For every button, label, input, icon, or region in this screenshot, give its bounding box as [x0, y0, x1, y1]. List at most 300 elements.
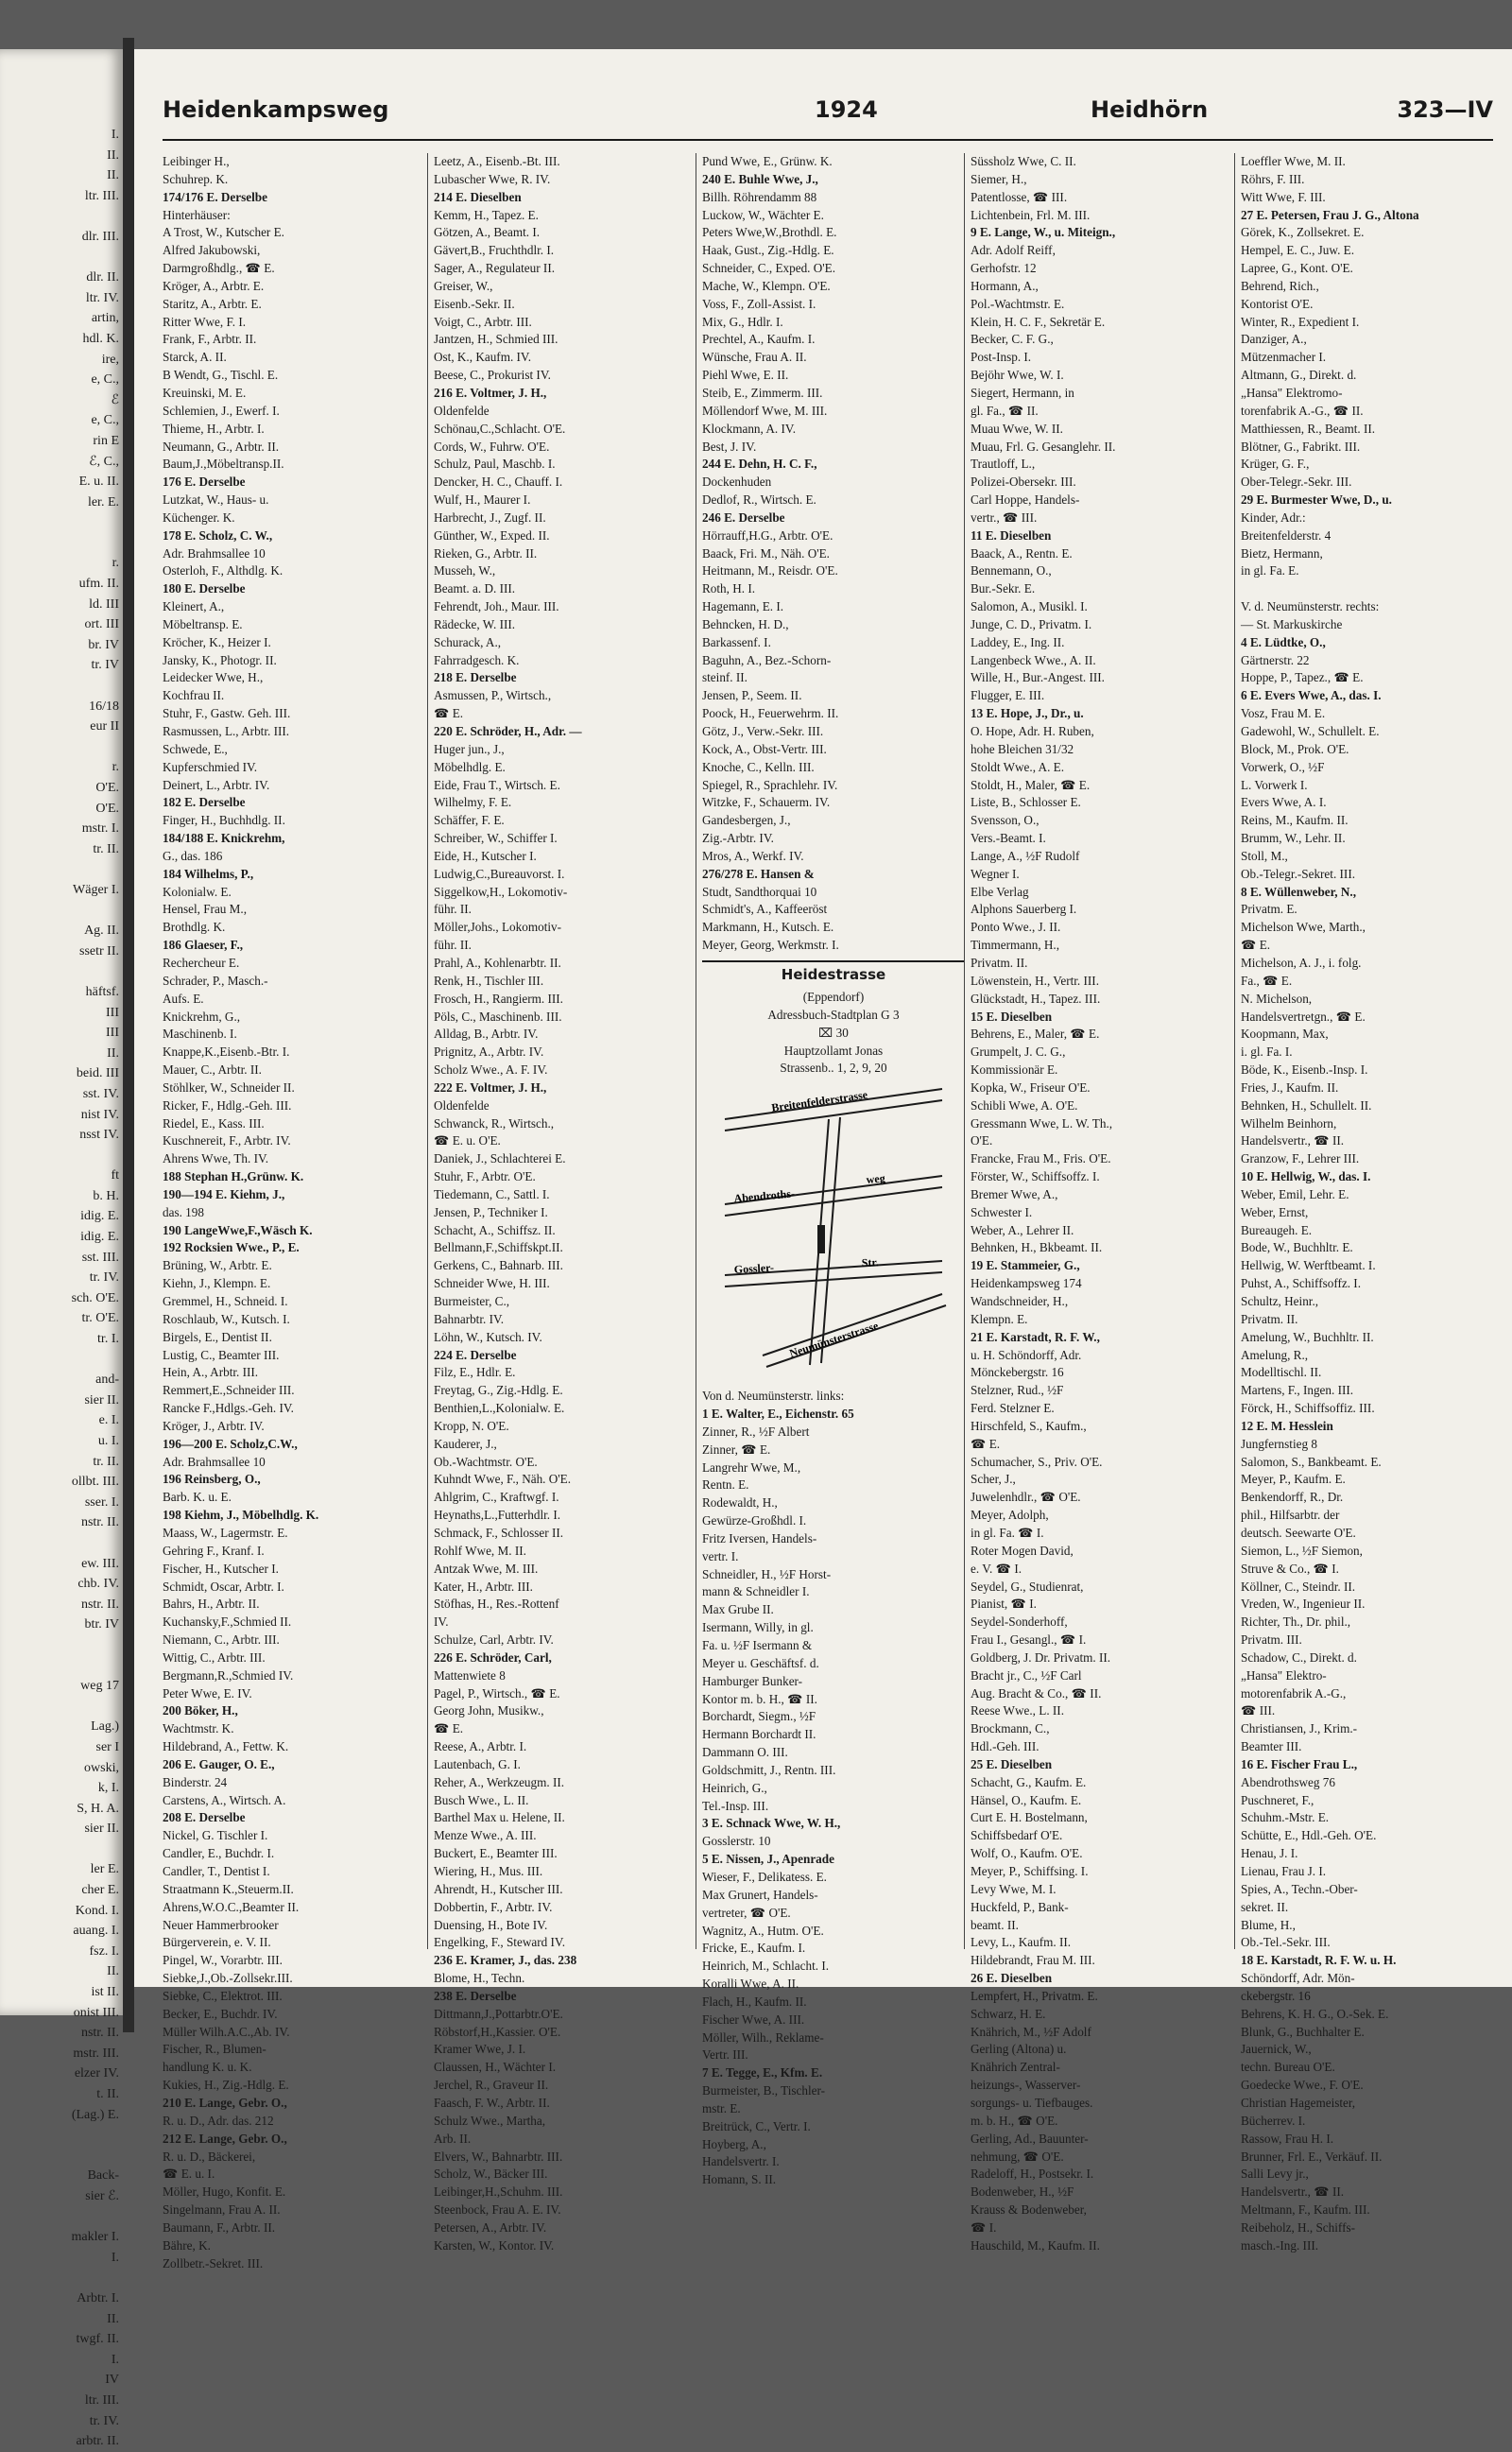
- directory-line: 29 E. Burmester Wwe, D., u.: [1241, 492, 1392, 508]
- left-fragment-line: sier ℰ.: [85, 2188, 119, 2203]
- left-fragment-line: II.: [107, 168, 119, 183]
- directory-line: Gehring F., Kranf. I.: [163, 1543, 265, 1558]
- directory-line: motorenfabrik A.-G.,: [1241, 1685, 1347, 1701]
- directory-line: Privatm. III.: [1241, 1632, 1302, 1648]
- directory-line: Prechtel, A., Kaufm. I.: [702, 332, 816, 347]
- left-fragment-line: II.: [107, 2311, 119, 2326]
- directory-line: Kopka, W., Friseur O'E.: [971, 1079, 1091, 1095]
- directory-line: Schulz Wwe., Martha,: [434, 2113, 546, 2128]
- directory-line: Adr. Brahmsallee 10: [163, 545, 266, 561]
- directory-line: Möllendorf Wwe, M. III.: [702, 403, 828, 418]
- directory-line: Frau I., Gesangl., ☎ I.: [971, 1632, 1087, 1648]
- directory-line: Hauptzollamt Jonas: [783, 1043, 884, 1058]
- directory-line: L. Vorwerk I.: [1241, 777, 1308, 792]
- directory-line: Pagel, P., Wirtsch., ☎ E.: [434, 1685, 560, 1701]
- directory-line: Max Grube II.: [702, 1602, 774, 1617]
- directory-line: A Trost, W., Kutscher E.: [163, 225, 284, 240]
- street-label: weg: [866, 1171, 886, 1187]
- directory-line: Siggelkow,H., Lokomotiv-: [434, 884, 568, 899]
- directory-line: Fischer, R., Blumen-: [163, 2042, 266, 2057]
- directory-line: 200 Böker, H.,: [163, 1703, 238, 1718]
- directory-line: Kontorist O'E.: [1241, 296, 1314, 311]
- directory-line: Bergmann,R.,Schmied IV.: [163, 1667, 294, 1683]
- directory-line: 212 E. Lange, Gebr. O.,: [163, 2131, 287, 2146]
- directory-line: Hauschild, M., Kaufm. II.: [971, 2237, 1100, 2253]
- left-fragment-line: makler I.: [71, 2230, 119, 2245]
- directory-line: 190 LangeWwe,F.,Wäsch K.: [163, 1222, 313, 1237]
- directory-line: Wolf, O., Kaufm. O'E.: [971, 1846, 1083, 1861]
- directory-line: Schneider, C., Exped. O'E.: [702, 261, 836, 276]
- directory-line: Meltmann, F., Kaufm. III.: [1241, 2202, 1370, 2218]
- directory-line: Kochfrau II.: [163, 688, 225, 703]
- directory-line: Mache, W., Klempn. O'E.: [702, 278, 831, 293]
- left-fragment-line: ist II.: [91, 1985, 119, 2000]
- directory-line: Liste, B., Schlosser E.: [971, 795, 1081, 810]
- directory-line: Henau, J. I.: [1241, 1846, 1298, 1861]
- directory-line: Schuhm.-Mstr. E.: [1241, 1810, 1330, 1825]
- directory-line: Bracht jr., C., ½F Carl: [971, 1667, 1082, 1683]
- directory-line: Schneidler, H., ½F Horst-: [702, 1566, 832, 1581]
- left-fragment-line: [6, 1350, 119, 1371]
- left-fragment-line: sst. IV.: [82, 1086, 119, 1101]
- directory-line: Steib, E., Zimmerm. III.: [702, 385, 823, 400]
- directory-line: beamt. II.: [971, 1917, 1019, 1932]
- directory-line: Gerling (Altona) u.: [971, 2042, 1067, 2057]
- left-fragment-line: tr. IV.: [89, 2413, 119, 2428]
- directory-line: Pianist, ☎ I.: [971, 1597, 1037, 1612]
- left-fragment-line: sch. O'E.: [71, 1290, 119, 1305]
- directory-line: Barthel Max u. Helene, II.: [434, 1810, 565, 1825]
- directory-line: Dammann O. III.: [702, 1745, 788, 1760]
- directory-line: Kukies, H., Zig.-Hdlg. E.: [163, 2078, 289, 2093]
- directory-line: Schmidt, Oscar, Arbtr. I.: [163, 1579, 284, 1594]
- directory-line: Levy, L., Kaufm. II.: [971, 1935, 1072, 1950]
- directory-line: Steenbock, Frau A. E. IV.: [434, 2202, 561, 2218]
- directory-line: Lubascher Wwe, R. IV.: [434, 171, 551, 186]
- directory-line: Schwarz, H. E.: [971, 2006, 1046, 2021]
- directory-line: Baack, Fri. M., Näh. O'E.: [702, 545, 830, 561]
- directory-page: [134, 49, 1512, 2271]
- directory-line: Kock, A., Obst-Vertr. III.: [702, 741, 827, 756]
- directory-line: Billh. Röhrendamm 88: [702, 189, 817, 204]
- directory-line: Schuhrep. K.: [163, 171, 229, 186]
- directory-line: Witt Wwe, F. III.: [1241, 189, 1326, 204]
- directory-line: i. gl. Fa. I.: [1241, 1045, 1293, 1060]
- directory-line: heizungs-, Wasserver-: [971, 2078, 1081, 2093]
- directory-line: Christiansen, J., Krim.-: [1241, 1721, 1358, 1736]
- directory-line: Peters Wwe,W.,Brothdl. E.: [702, 225, 837, 240]
- directory-line: 224 E. Derselbe: [434, 1347, 517, 1362]
- directory-line: Gressmann Wwe, L. W. Th.,: [971, 1115, 1113, 1131]
- directory-line: Gremmel, H., Schneid. I.: [163, 1294, 288, 1308]
- directory-line: Karsten, W., Kontor. IV.: [434, 2237, 555, 2253]
- section-rule: [702, 960, 965, 962]
- column-3: [696, 153, 965, 2187]
- directory-line: Busch Wwe., L. II.: [434, 1792, 529, 1807]
- directory-line: Matthiessen, R., Beamt. II.: [1241, 421, 1376, 436]
- left-fragment-line: [6, 859, 119, 880]
- left-fragment-line: ufm. II.: [78, 577, 119, 592]
- directory-line: Kreuinski, M. E.: [163, 385, 247, 400]
- left-page-fragment: [0, 49, 123, 2449]
- directory-line: 180 E. Derselbe: [163, 581, 246, 596]
- directory-line: Scher, J.,: [971, 1472, 1016, 1487]
- directory-line: 7 E. Tegge, E., Kfm. E.: [702, 2065, 823, 2081]
- directory-line: Knährich, M., ½F Adolf: [971, 2024, 1091, 2039]
- directory-line: Lienau, Frau J. I.: [1241, 1864, 1327, 1878]
- directory-line: Röbstorf,H.,Kassier. O'E.: [434, 2024, 561, 2039]
- directory-line: Leetz, A., Eisenb.-Bt. III.: [434, 154, 560, 168]
- directory-line: Nickel, G. Tischler I.: [163, 1828, 268, 1843]
- directory-line: mann & Schneidler I.: [702, 1584, 810, 1599]
- street-map: [702, 1081, 965, 1384]
- directory-line: 210 E. Lange, Gebr. O.,: [163, 2095, 287, 2110]
- directory-line: Bur.-Sekr. E.: [971, 581, 1036, 596]
- directory-line: Brüning, W., Arbtr. E.: [163, 1258, 272, 1273]
- directory-line: Rädecke, W. III.: [434, 616, 516, 631]
- directory-line: Becker, C. F. G.,: [971, 332, 1054, 347]
- directory-line: Salomon, S., Bankbeamt. E.: [1241, 1454, 1382, 1469]
- left-fragment-line: O'E.: [95, 801, 119, 816]
- directory-line: Barb. K. u. E.: [163, 1490, 232, 1505]
- street-map-svg: [702, 1081, 965, 1384]
- directory-line: Loeffler Wwe, M. II.: [1241, 154, 1346, 168]
- directory-line: Gerkens, C., Bahnarb. III.: [434, 1258, 563, 1273]
- left-fragment-line: r.: [112, 556, 119, 571]
- directory-line: Reibeholz, H., Schiffs-: [1241, 2219, 1355, 2235]
- directory-line: Ponto Wwe., J. II.: [971, 920, 1061, 935]
- directory-line: Kontor m. b. H., ☎ II.: [702, 1691, 817, 1706]
- directory-line: Candler, E., Buchdr. I.: [163, 1846, 275, 1861]
- directory-line: Ahlgrim, C., Kraftwgf. I.: [434, 1490, 559, 1505]
- directory-line: ☎ E. u. O'E.: [434, 1133, 501, 1148]
- directory-line: Petersen, A., Arbtr. IV.: [434, 2219, 547, 2235]
- left-fragment-line: sst. III.: [81, 1250, 119, 1265]
- directory-line: Hinterhäuser:: [163, 207, 231, 222]
- directory-line: Prahl, A., Kohlenarbtr. II.: [434, 955, 561, 970]
- directory-line: Wilhelm Beinhorn,: [1241, 1115, 1337, 1131]
- directory-line: steinf. II.: [702, 670, 747, 685]
- directory-line: Singelmann, Frau A. II.: [163, 2202, 281, 2218]
- directory-line: Kinder, Adr.:: [1241, 509, 1306, 525]
- directory-line: Zinner, R., ½F Albert: [702, 1424, 810, 1439]
- directory-line: Heidestrasse: [781, 965, 886, 983]
- directory-line: Best, J. IV.: [702, 439, 757, 454]
- directory-line: Staritz, A., Arbtr. E.: [163, 296, 262, 311]
- directory-line: Adr. Brahmsallee 10: [163, 1454, 266, 1469]
- directory-line: 8 E. Wüllenweber, N.,: [1241, 884, 1356, 899]
- directory-line: Becker, E., Buchdr. IV.: [163, 2006, 278, 2021]
- left-fragment-line: sier II.: [84, 1392, 119, 1407]
- directory-line: Frosch, H., Rangierm. III.: [434, 991, 563, 1006]
- directory-line: Puschneret, F.,: [1241, 1792, 1314, 1807]
- directory-line: Schultz, Heinr.,: [1241, 1294, 1319, 1308]
- directory-line: Alphons Sauerberg I.: [971, 902, 1077, 917]
- header-street-right: Heidhörn: [1091, 96, 1209, 123]
- directory-line: G., das. 186: [163, 848, 223, 863]
- directory-line: Fricke, E., Kaufm. I.: [702, 1941, 806, 1956]
- directory-line: Handelsvertr., ☎ II.: [1241, 2184, 1345, 2200]
- directory-line: Laddey, E., Ing. II.: [971, 634, 1065, 649]
- directory-line: Adressbuch-Stadtplan G 3: [767, 1007, 900, 1022]
- directory-line: Eide, Frau T., Wirtsch. E.: [434, 777, 560, 792]
- directory-line: 1 E. Walter, E., Eichenstr. 65: [702, 1407, 854, 1422]
- directory-line: Darmgroßhdlg., ☎ E.: [163, 261, 275, 276]
- directory-line: IV.: [434, 1615, 449, 1630]
- directory-line: Von d. Neumünsterstr. links:: [702, 1389, 845, 1404]
- directory-line: Niemann, C., Arbtr. III.: [163, 1632, 280, 1648]
- directory-line: Huckfeld, P., Bank-: [971, 1899, 1069, 1914]
- directory-line: Schulz, Paul, Maschb. I.: [434, 457, 556, 472]
- directory-line: Mauer, C., Arbtr. II.: [163, 1062, 262, 1078]
- left-fragment-line: [6, 2146, 119, 2167]
- directory-line: O'E.: [971, 1133, 993, 1148]
- directory-line: phil., Hilfsarbtr. der: [1241, 1508, 1340, 1523]
- directory-line: Fa. u. ½F Isermann &: [702, 1638, 813, 1652]
- directory-line: Neuer Hammerbrooker: [163, 1917, 279, 1932]
- directory-line: Maschinenb. I.: [163, 1027, 237, 1042]
- directory-line: Breitrück, C., Vertr. I.: [702, 2118, 811, 2133]
- left-fragment-line: [6, 961, 119, 982]
- directory-line: V. d. Neumünsterstr. rechts:: [1241, 599, 1380, 614]
- left-fragment-line: idig. E.: [80, 1230, 119, 1245]
- directory-line: 15 E. Dieselben: [971, 1009, 1053, 1024]
- header-page-number: 323—IV: [1397, 96, 1493, 123]
- directory-line: Luckow, W., Wächter E.: [702, 207, 824, 222]
- directory-line: O. Hope, Adr. H. Ruben,: [971, 724, 1094, 738]
- directory-line: Burmeister, C.,: [434, 1294, 510, 1308]
- directory-line: 244 E. Dehn, H. C. F.,: [702, 457, 817, 472]
- street-label: Breitenfelderstrasse: [770, 1088, 868, 1115]
- directory-line: Weber, Emil, Lehr. E.: [1241, 1186, 1349, 1201]
- directory-line: 5 E. Nissen, J., Apenrade: [702, 1852, 834, 1867]
- directory-line: Wagnitz, A., Hutm. O'E.: [702, 1923, 824, 1938]
- left-fragment-line: ire,: [101, 352, 119, 367]
- directory-line: Vorwerk, O., ½F: [1241, 759, 1325, 774]
- directory-line: e. V. ☎ I.: [971, 1561, 1022, 1576]
- directory-line: Birgels, E., Dentist II.: [163, 1329, 272, 1344]
- directory-line: deutsch. Seewarte O'E.: [1241, 1525, 1356, 1540]
- left-fragment-line: e, C.,: [91, 413, 119, 428]
- directory-line: Gosslerstr. 10: [702, 1834, 771, 1849]
- directory-line: Carl Hoppe, Handels-: [971, 492, 1080, 508]
- directory-line: Alldag, B., Arbtr. IV.: [434, 1027, 539, 1042]
- left-fragment-line: chb. IV.: [77, 1577, 119, 1592]
- directory-line: Rodewaldt, H.,: [702, 1495, 778, 1511]
- column-1: [163, 153, 422, 2271]
- header-year: 1924: [815, 96, 878, 123]
- directory-line: Timmermann, H.,: [971, 938, 1060, 953]
- left-fragment-line: nstr. II.: [80, 1515, 119, 1530]
- directory-line: Hensel, Frau M.,: [163, 902, 248, 917]
- left-fragment-line: III: [106, 1005, 119, 1020]
- directory-line: Martens, F., Ingen. III.: [1241, 1383, 1354, 1398]
- directory-line: Blume, H.,: [1241, 1917, 1296, 1932]
- directory-line: Kolonialw. E.: [163, 884, 232, 899]
- directory-line: 246 E. Derselbe: [702, 509, 785, 525]
- directory-line: 178 E. Scholz, C. W.,: [163, 527, 273, 543]
- directory-line: Bodenweber, H., ½F: [971, 2184, 1074, 2200]
- directory-line: Hänsel, O., Kaufm. E.: [971, 1792, 1082, 1807]
- left-fragment-line: [6, 901, 119, 922]
- directory-line: Juwelenhdlr., ☎ O'E.: [971, 1490, 1081, 1505]
- directory-line: ☎ I.: [971, 2219, 997, 2235]
- left-fragment-line: artin,: [91, 311, 119, 326]
- directory-line: 18 E. Karstadt, R. F. W. u. H.: [1241, 1953, 1397, 1968]
- directory-line: Reher, A., Werkzeugm. II.: [434, 1774, 565, 1789]
- directory-line: 174/176 E. Derselbe: [163, 189, 267, 204]
- directory-line: Jensen, P., Seem. II.: [702, 688, 802, 703]
- directory-line: Seydel, G., Studienrat,: [971, 1579, 1084, 1594]
- directory-line: Mönckebergstr. 16: [971, 1365, 1064, 1380]
- directory-line: Hildebrand, A., Fettw. K.: [163, 1739, 289, 1754]
- directory-line: Kramer Wwe, J. I.: [434, 2042, 526, 2057]
- directory-line: Koralli Wwe, A. II.: [702, 1977, 799, 1992]
- directory-line: 27 E. Petersen, Frau J. G., Altona: [1241, 207, 1419, 222]
- directory-line: Kuhndt Wwe, F., Näh. O'E.: [434, 1472, 572, 1487]
- directory-line: Stöhlker, W., Schneider II.: [163, 1079, 295, 1095]
- left-fragment-line: nstr. II.: [80, 1597, 119, 1612]
- street-label: Neumünsterstrasse: [787, 1319, 881, 1361]
- left-fragment-line: ft: [111, 1168, 119, 1183]
- left-fragment-line: ler E.: [90, 1862, 119, 1877]
- directory-line: hohe Bleichen 31/32: [971, 741, 1074, 756]
- directory-line: Piehl Wwe, E. II.: [702, 368, 789, 383]
- directory-line: Stoldt, H., Maler, ☎ E.: [971, 777, 1091, 792]
- directory-line: Götz, J., Verw.-Sekr. III.: [702, 724, 824, 738]
- directory-line: 16 E. Fischer Frau L.,: [1241, 1756, 1358, 1771]
- directory-line: Bremer Wwe, A.,: [971, 1186, 1058, 1201]
- directory-line: Siebke, C., Elektrot. III.: [163, 1988, 283, 2003]
- left-fragment-line: dlr. III.: [81, 229, 119, 244]
- directory-line: Schlemien, J., Ewerf. I.: [163, 403, 280, 418]
- directory-line: ☎ E.: [1241, 938, 1271, 953]
- directory-line: vertr. I.: [702, 1548, 739, 1563]
- directory-line: Bode, W., Buchhltr. E.: [1241, 1240, 1353, 1255]
- directory-line: Remmert,E.,Schneider III.: [163, 1383, 295, 1398]
- directory-line: Cords, W., Fuhrw. O'E.: [434, 439, 550, 454]
- directory-line: Kuschnereit, F., Arbtr. IV.: [163, 1133, 291, 1148]
- directory-line: Wilhelmy, F. E.: [434, 795, 512, 810]
- left-fragment-line: ℰ, C.,: [89, 454, 119, 469]
- directory-line: B Wendt, G., Tischl. E.: [163, 368, 279, 383]
- header-rule: [163, 139, 1493, 141]
- directory-line: Frank, F., Arbtr. II.: [163, 332, 257, 347]
- directory-line: nehmung, ☎ O'E.: [971, 2149, 1064, 2164]
- left-fragment-line: rin E: [93, 433, 119, 448]
- directory-line: Maass, W., Lagermstr. E.: [163, 1525, 288, 1540]
- page-header: [163, 93, 1493, 130]
- directory-line: Ober-Telegr.-Sekr. III.: [1241, 475, 1352, 490]
- directory-line: Ferd. Stelzner E.: [971, 1401, 1055, 1416]
- directory-line: Mützenmacher I.: [1241, 350, 1327, 365]
- directory-line: Jungfernstieg 8: [1241, 1436, 1317, 1451]
- directory-line: Kemm, H., Tapez. E.: [434, 207, 539, 222]
- directory-line: Hdl.-Geh. III.: [971, 1739, 1040, 1754]
- left-fragment-line: II.: [107, 1045, 119, 1061]
- directory-line: R. u. D., Bäckerei,: [163, 2149, 256, 2164]
- left-fragment-line: tr. I.: [97, 1332, 119, 1347]
- left-fragment-line: btr. IV: [84, 1617, 119, 1632]
- directory-line: sekret. II.: [1241, 1899, 1289, 1914]
- directory-line: Altmann, G., Direkt. d.: [1241, 368, 1357, 383]
- directory-line: Candler, T., Dentist I.: [163, 1864, 270, 1878]
- directory-line: 218 E. Derselbe: [434, 670, 517, 685]
- directory-line: 220 E. Schröder, H., Adr. —: [434, 724, 582, 738]
- directory-line: Daniek, J., Schlachterei E.: [434, 1151, 566, 1166]
- directory-line: Müller Wilh.A.C.,Ab. IV.: [163, 2024, 290, 2039]
- directory-line: Straatmann K.,Steuerm.II.: [163, 1881, 294, 1896]
- directory-line: Dittmann,J.,Pottarbtr.O'E.: [434, 2006, 563, 2021]
- directory-line: Curt E. H. Bostelmann,: [971, 1810, 1088, 1825]
- directory-line: Privatm. II.: [971, 955, 1028, 970]
- left-fragment-line: sier II.: [84, 1822, 119, 1837]
- directory-line: Schmidt's, A., Kaffeeröst: [702, 902, 828, 917]
- directory-line: Barkassenf. I.: [702, 634, 771, 649]
- directory-line: Asmussen, P., Wirtsch.,: [434, 688, 552, 703]
- directory-line: Fischer Wwe, A. III.: [702, 2012, 805, 2027]
- directory-line: Mattenwiete 8: [434, 1667, 506, 1683]
- directory-line: Tel.-Insp. III.: [702, 1798, 769, 1813]
- directory-line: Radeloff, H., Postsekr. I.: [971, 2167, 1094, 2182]
- directory-line: Stuhr, F., Gastw. Geh. III.: [163, 706, 291, 721]
- directory-line: Roth, H. I.: [702, 581, 756, 596]
- directory-line: 184 Wilhelms, P.,: [163, 866, 254, 881]
- directory-line: in gl. Fa. ☎ I.: [971, 1525, 1044, 1540]
- directory-line: Arb. II.: [434, 2131, 472, 2146]
- directory-line: Neumann, G., Arbtr. II.: [163, 439, 280, 454]
- directory-line: 10 E. Hellwig, W., das. I.: [1241, 1169, 1371, 1184]
- directory-line: Breitenfelderstr. 4: [1241, 527, 1332, 543]
- left-fragment-line: cher E.: [81, 1883, 119, 1898]
- left-fragment-line: twgf. II.: [76, 2332, 119, 2347]
- directory-line: Muau, Frl. G. Gesanglehr. II.: [971, 439, 1116, 454]
- directory-line: Brunner, Frl. E., Verkäuf. II.: [1241, 2149, 1383, 2164]
- left-fragment-line: I.: [111, 2352, 119, 2367]
- directory-line: Weber, A., Lehrer II.: [971, 1222, 1074, 1237]
- left-fragment-line: t. II.: [96, 2087, 119, 2101]
- directory-line: ☎ E. u. I.: [163, 2167, 215, 2182]
- directory-line: Stuhr, F., Arbtr. O'E.: [434, 1169, 536, 1184]
- directory-line: 26 E. Dieselben: [971, 1971, 1053, 1986]
- directory-line: Ost, K., Kaufm. IV.: [434, 350, 532, 365]
- directory-line: das. 198: [163, 1204, 204, 1219]
- directory-line: Evers Wwe, A. I.: [1241, 795, 1327, 810]
- directory-line: Elbe Verlag: [971, 884, 1029, 899]
- directory-line: 236 E. Kramer, J., das. 238: [434, 1953, 577, 1968]
- directory-line: Jansky, K., Photogr. II.: [163, 652, 277, 667]
- directory-line: Pöls, C., Maschinenb. III.: [434, 1009, 562, 1024]
- directory-line: 190—194 E. Kiehm, J.,: [163, 1186, 285, 1201]
- directory-line: Görek, K., Zollsekret. E.: [1241, 225, 1365, 240]
- directory-line: Lutzkat, W., Haus- u.: [163, 492, 269, 508]
- left-fragment-line: mstr. III.: [73, 2046, 119, 2061]
- directory-line: 226 E. Schröder, Carl,: [434, 1649, 552, 1665]
- directory-line: Günther, W., Exped. II.: [434, 527, 550, 543]
- directory-line: Blötner, G., Fabrikt. III.: [1241, 439, 1361, 454]
- directory-line: Ahrens,W.O.C.,Beamter II.: [163, 1899, 300, 1914]
- directory-line: Klockmann, A. IV.: [702, 421, 797, 436]
- left-fragment-line: beid. III: [76, 1066, 119, 1081]
- directory-line: Vertr. III.: [702, 2047, 748, 2063]
- directory-line: Langrehr Wwe, M.,: [702, 1459, 801, 1475]
- directory-line: Rancke F.,Hdlgs.-Geh. IV.: [163, 1401, 294, 1416]
- directory-line: Richter, Th., Dr. phil.,: [1241, 1615, 1351, 1630]
- directory-line: Kuchansky,F.,Schmied II.: [163, 1615, 292, 1630]
- directory-line: 12 E. M. Hesslein: [1241, 1418, 1333, 1433]
- directory-line: Kröger, J., Arbtr. IV.: [163, 1418, 265, 1433]
- directory-line: Hamburger Bunker-: [702, 1673, 803, 1688]
